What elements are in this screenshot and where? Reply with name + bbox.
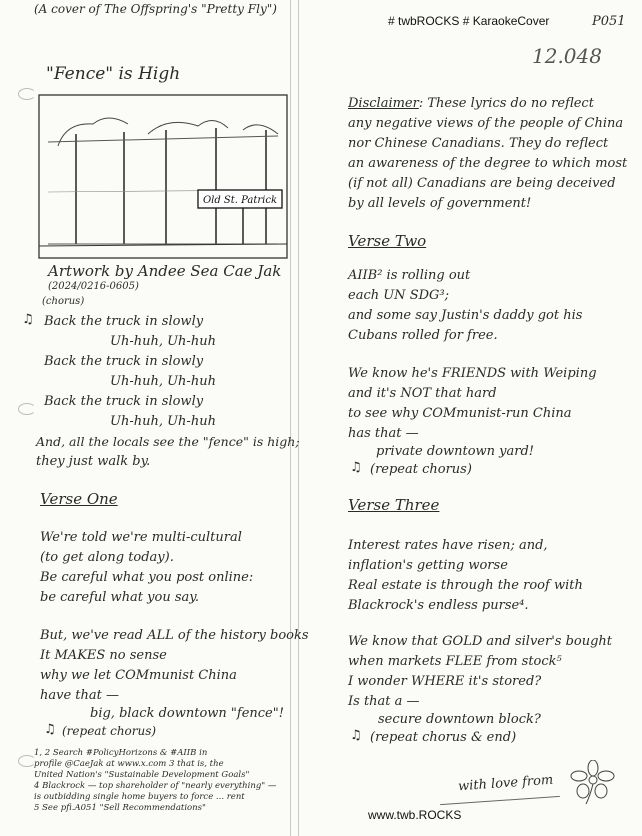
verse-three-heading: Verse Three [348,496,440,514]
verse-two-line: AIIB² is rolling out [348,268,471,283]
footnote-line: 5 See pfi.A051 "Sell Recommendations" [34,803,206,813]
verse-one-line: (repeat chorus) [62,724,157,738]
verse-two-line: and it's NOT that hard [348,386,497,401]
footnote-line: profile @CaeJak at www.x.com 3 that is, the [34,759,224,769]
margin-line-right [298,0,299,836]
disclaimer-label: Disclaimer [348,96,419,111]
artwork-credit: Artwork by Andee Sea Cae Jak [48,262,282,280]
music-note-icon: ♫ [22,312,34,327]
page-number: 12.048 [532,44,602,68]
verse-one-line: why we let COMmunist China [40,668,237,683]
music-note-icon: ♫ [350,728,362,743]
disclaimer-line: (if not all) Canadians are being deceived [348,176,616,191]
music-note-icon: ♫ [44,722,56,737]
signoff-text: with love from [457,772,554,795]
verse-one-line: Be careful what you post online: [40,570,254,585]
signoff-underline [440,796,560,805]
verse-two-line: Cubans rolled for free. [348,328,498,343]
chorus-line: Back the truck in slowly [44,314,204,329]
chorus-line: they just walk by. [36,454,151,469]
artwork-date: (2024/0216-0605) [48,281,139,292]
verse-two-line: private downtown yard! [376,444,535,459]
verse-one-line: big, black downtown "fence"! [90,706,284,721]
verse-three-line: secure downtown block? [378,712,541,727]
verse-three-line: inflation's getting worse [348,558,508,573]
verse-three-line: when markets FLEE from stock⁵ [348,654,562,669]
street-sign-text: Old St. Patrick [202,195,278,206]
page-code: P051 [592,14,626,29]
chorus-line: Back the truck in slowly [44,394,204,409]
disclaimer-line: an awareness of the degree to which most [348,156,628,171]
verse-three-line: (repeat chorus & end) [370,730,517,745]
footnote-line: 1, 2 Search #PolicyHorizons & #AIIB in [34,748,208,758]
flower-doodle-icon [568,760,618,804]
verse-one-line: We're told we're multi-cultural [40,530,242,545]
verse-three-line: Blackrock's endless purse⁴. [348,598,529,613]
disclaimer-line: any negative views of the people of China [348,116,624,131]
chorus-label: (chorus) [42,296,85,307]
verse-three-line: Real estate is through the roof with [348,578,583,593]
hashtags: # twbROCKS # KaraokeCover [388,14,550,28]
disclaimer-first-line [348,96,594,111]
disclaimer-line: by all levels of government! [348,196,532,211]
disclaimer-line: nor Chinese Canadians. They do reflect [348,136,609,151]
verse-one-line: be careful what you say. [40,590,200,605]
chorus-line: Uh-huh, Uh-huh [110,414,216,429]
verse-two-line: to see why COMmunist-run China [348,406,572,421]
chorus-line: Uh-huh, Uh-huh [110,334,216,349]
verse-two-line: (repeat chorus) [370,462,472,477]
binder-hole-top [18,88,36,100]
chorus-line: Back the truck in slowly [44,354,204,369]
disclaimer-text: : These lyrics do no reflect [418,96,594,111]
verse-one-line: have that — [40,688,119,703]
song-title: "Fence" is High [46,64,181,84]
chorus-line: And, all the locals see the "fence" is high; [36,434,300,449]
verse-two-line: each UN SDG³; [348,288,449,303]
verse-one-line: (to get along today). [40,550,174,565]
cover-note: (A cover of The Offspring's "Pretty Fly") [34,2,277,16]
verse-three-line: We know that GOLD and silver's bought [348,634,613,649]
verse-two-line: has that — [348,426,419,441]
verse-one-line: It MAKES no sense [40,648,167,663]
verse-two-line: and some say Justin's daddy got his [348,308,583,323]
music-note-icon: ♫ [350,460,362,475]
verse-two-heading: Verse Two [348,232,427,250]
verse-one-line: But, we've read ALL of the history books [40,628,309,643]
website-url: www.twb.ROCKS [368,808,462,822]
margin-line-left [290,0,291,836]
binder-hole-middle [18,403,36,415]
footnote-line: is outbidding single home buyers to force ... rent [34,792,245,802]
fence-artwork [38,94,288,259]
verse-two-line: We know he's FRIENDS with Weiping [348,366,597,381]
footnote-line: United Nation's "Sustainable Development Goals" [34,770,250,780]
footnote-line: 4 Blackrock — top shareholder of "nearly everything" — [34,781,277,791]
chorus-line: Uh-huh, Uh-huh [110,374,216,389]
verse-three-line: Is that a — [348,694,420,709]
verse-three-line: Interest rates have risen; and, [348,538,548,553]
verse-one-heading: Verse One [40,490,118,508]
verse-three-line: I wonder WHERE it's stored? [348,674,542,689]
